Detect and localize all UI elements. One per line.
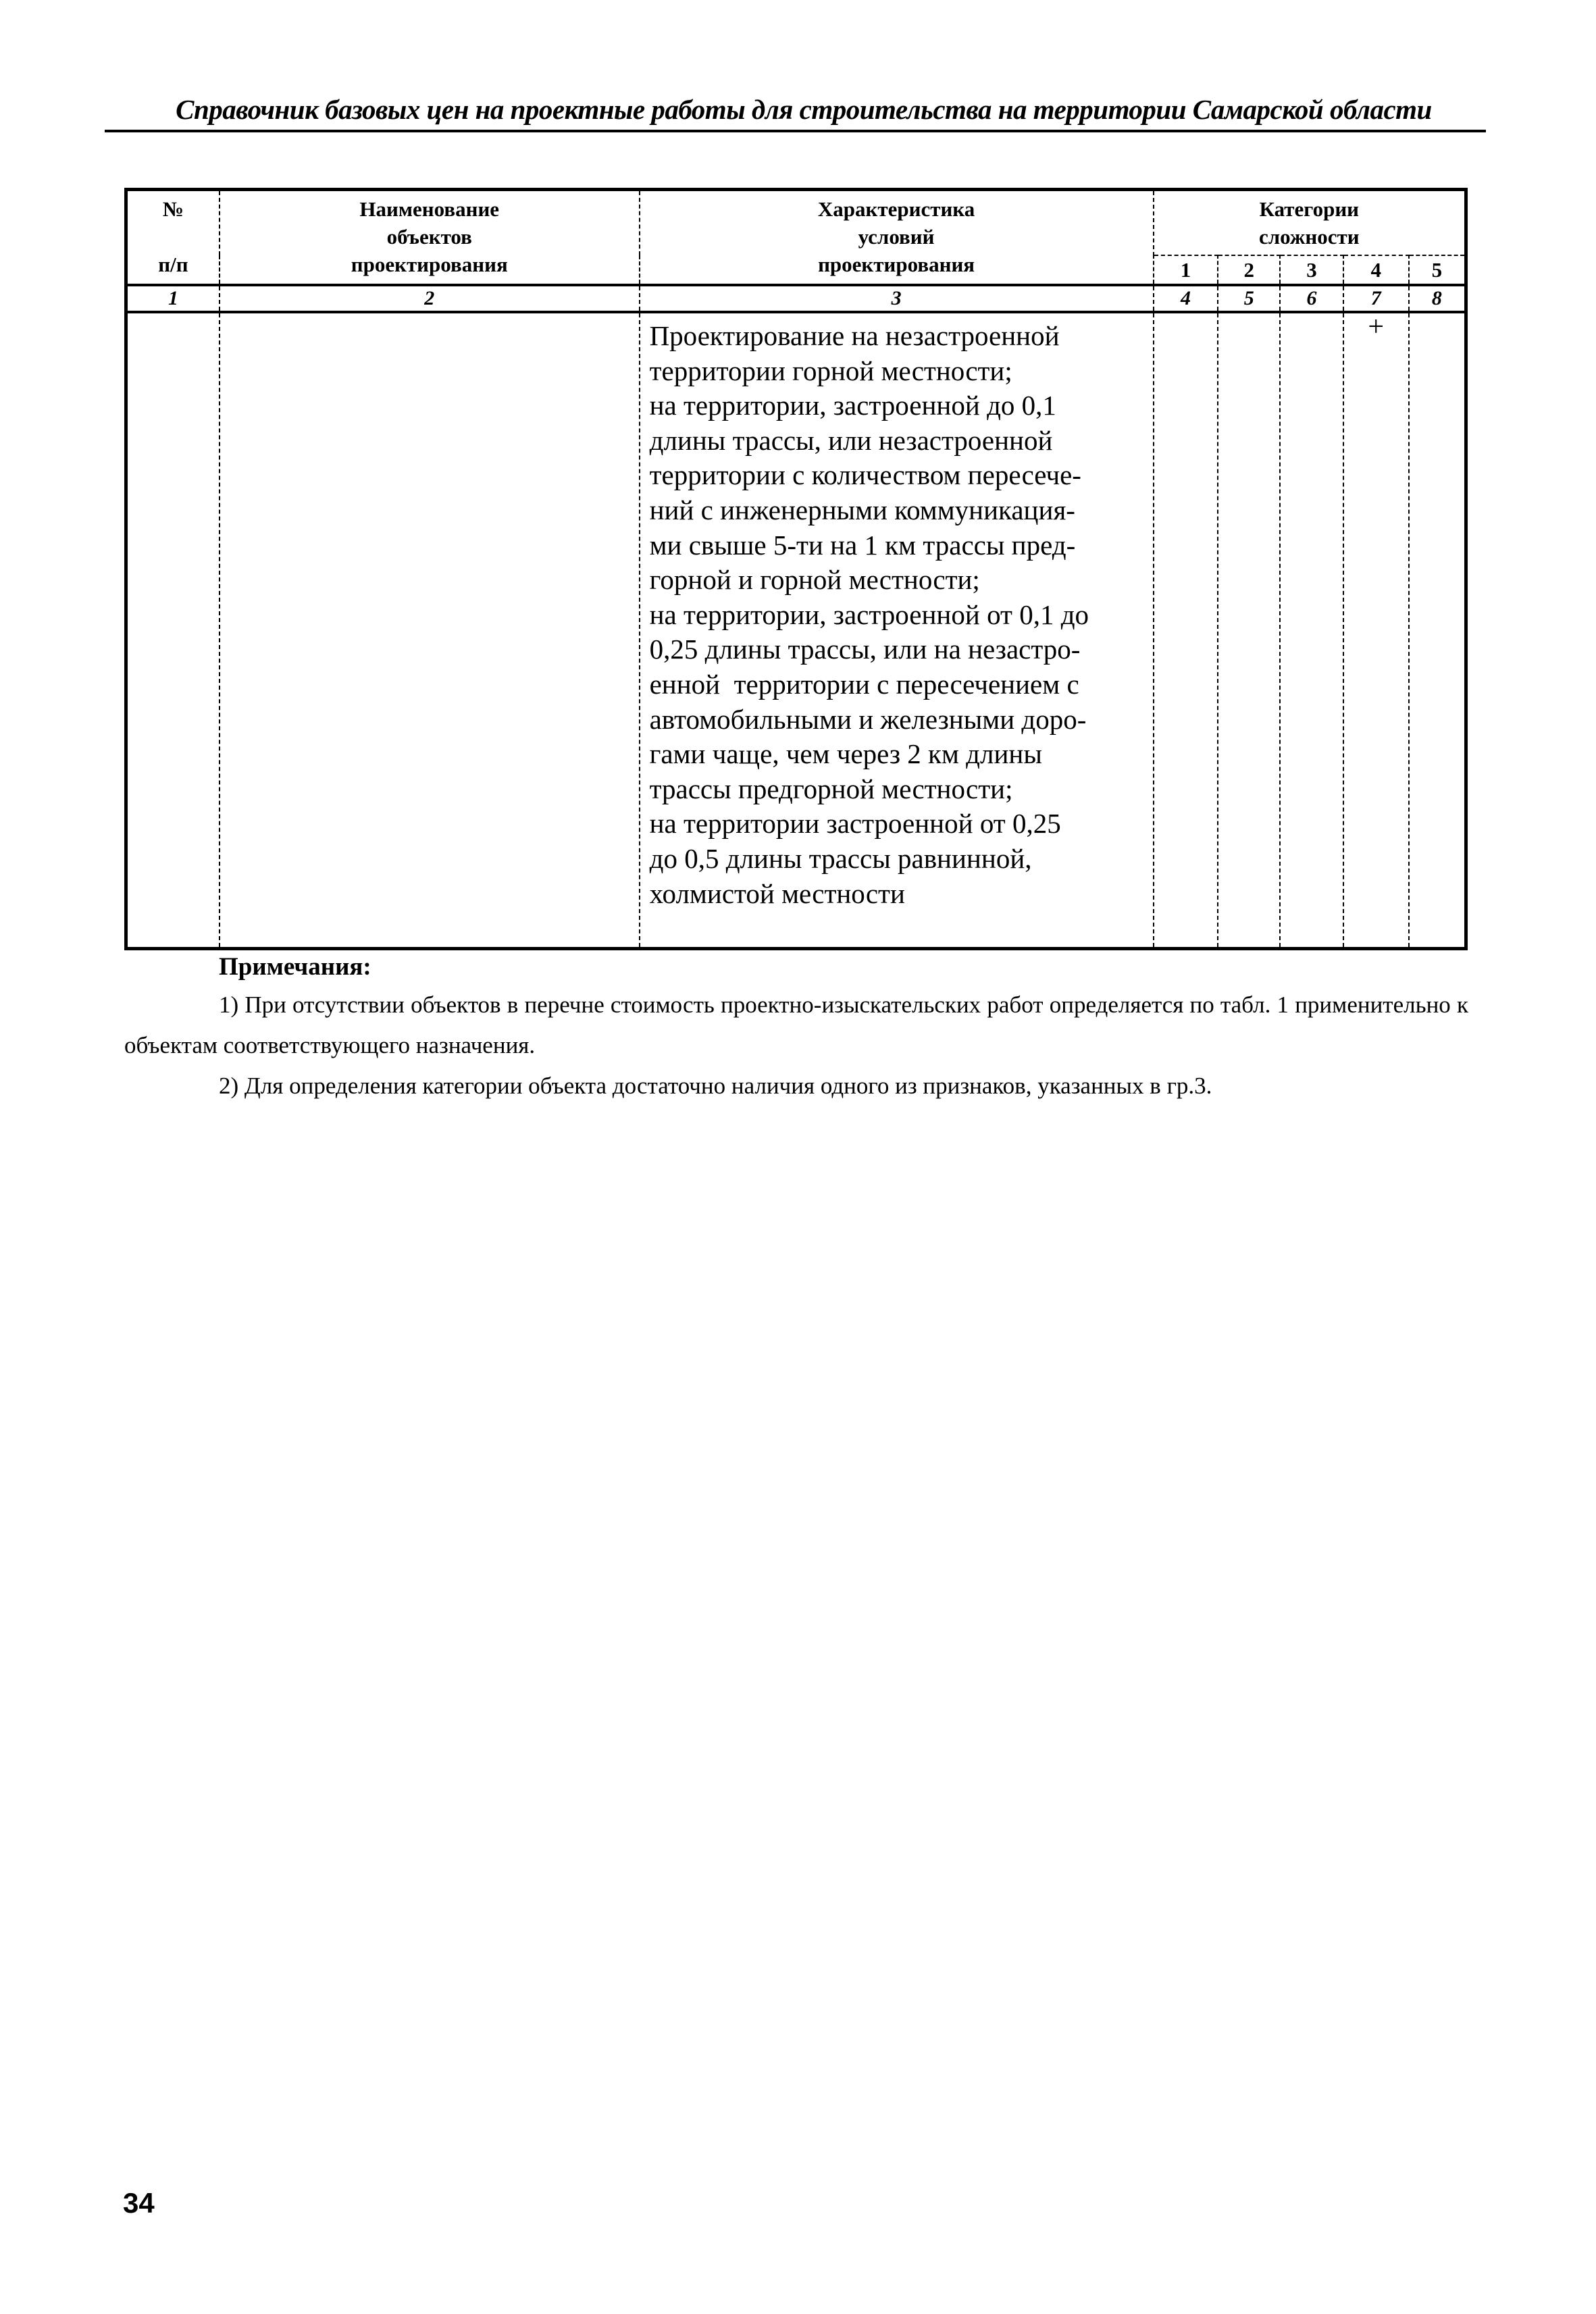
conditions-line: ми свыше 5-ти на 1 км трассы пред- xyxy=(649,529,1076,561)
cell-name xyxy=(220,312,640,949)
category-4: 4 xyxy=(1343,255,1409,285)
conditions-line: холмистой местности xyxy=(649,877,905,909)
conditions-line: на территории, застроенной от 0,1 до xyxy=(649,598,1089,630)
cell-category-2 xyxy=(1218,312,1280,949)
header-name-text: Наименование объектов проектирования xyxy=(351,197,508,276)
category-2: 2 xyxy=(1218,255,1280,285)
column-number: 7 xyxy=(1343,285,1409,312)
column-number: 1 xyxy=(126,285,220,312)
header-categories xyxy=(1154,190,1466,256)
conditions-line: гами чаще, чем через 2 км длины xyxy=(649,738,1042,770)
category-5: 5 xyxy=(1409,255,1466,285)
cell-conditions xyxy=(640,312,1154,949)
conditions-line: трассы предгорной местности; xyxy=(649,773,1013,804)
note-1: 1) При отсутствии объектов в перечне стоимость проектно-изыскательских работ определяется по табл. 1 применительно к объектам соответствующего назначения. xyxy=(124,992,1468,1058)
conditions-line: территории с количеством пересече- xyxy=(649,459,1081,491)
conditions-line: автомобильными и железными доро- xyxy=(649,703,1087,735)
conditions-line: 0,25 длины трассы, или на незастро- xyxy=(649,634,1081,665)
conditions-line: на территории, застроенной до 0,1 xyxy=(649,390,1056,421)
conditions-line: на территории застроенной от 0,25 xyxy=(649,808,1061,840)
header-conditions-text: Характеристика условий проектирования xyxy=(817,197,975,276)
conditions-line: длины трассы, или незастроенной xyxy=(649,424,1053,456)
cell-category-4: + xyxy=(1343,312,1409,949)
header-num-pp: п/п xyxy=(158,253,188,276)
header-rule xyxy=(105,130,1486,132)
complexity-table xyxy=(124,188,1468,950)
header-num-sign: № xyxy=(162,197,184,221)
cell-num xyxy=(126,312,220,949)
cell-category-1 xyxy=(1154,312,1218,949)
table-row xyxy=(126,312,1466,949)
conditions-line: территории горной местности; xyxy=(649,355,1012,386)
column-number: 6 xyxy=(1280,285,1343,312)
notes-title: Примечания: xyxy=(219,953,371,981)
category-1: 1 xyxy=(1154,255,1218,285)
column-number: 5 xyxy=(1218,285,1280,312)
column-number: 3 xyxy=(640,285,1154,312)
column-number: 2 xyxy=(220,285,640,312)
column-number: 8 xyxy=(1409,285,1466,312)
column-number: 4 xyxy=(1154,285,1218,312)
conditions-line: горной и горной местности; xyxy=(649,564,980,596)
conditions-line: енной территории с пересечением с xyxy=(649,668,1079,700)
cell-category-5 xyxy=(1409,312,1466,949)
header-num xyxy=(126,190,220,286)
header-conditions xyxy=(640,190,1154,286)
conditions-line: Проектирование на незастроенной xyxy=(649,320,1060,351)
note-2: 2) Для определения категории объекта достаточно наличия одного из признаков, указанных в гр.3. xyxy=(219,1073,1212,1099)
running-header: Справочник базовых цен на проектные работы для строительства на территории Самарской области xyxy=(176,94,1432,125)
cell-category-3 xyxy=(1280,312,1343,949)
conditions-line: до 0,5 длины трассы равнинной, xyxy=(649,842,1032,874)
category-3: 3 xyxy=(1280,255,1343,285)
header-categories-text: Категории сложности xyxy=(1258,197,1360,249)
header-name xyxy=(220,190,640,286)
page-number: 34 xyxy=(123,2187,155,2219)
conditions-line: ний с инженерными коммуникация- xyxy=(649,494,1075,525)
